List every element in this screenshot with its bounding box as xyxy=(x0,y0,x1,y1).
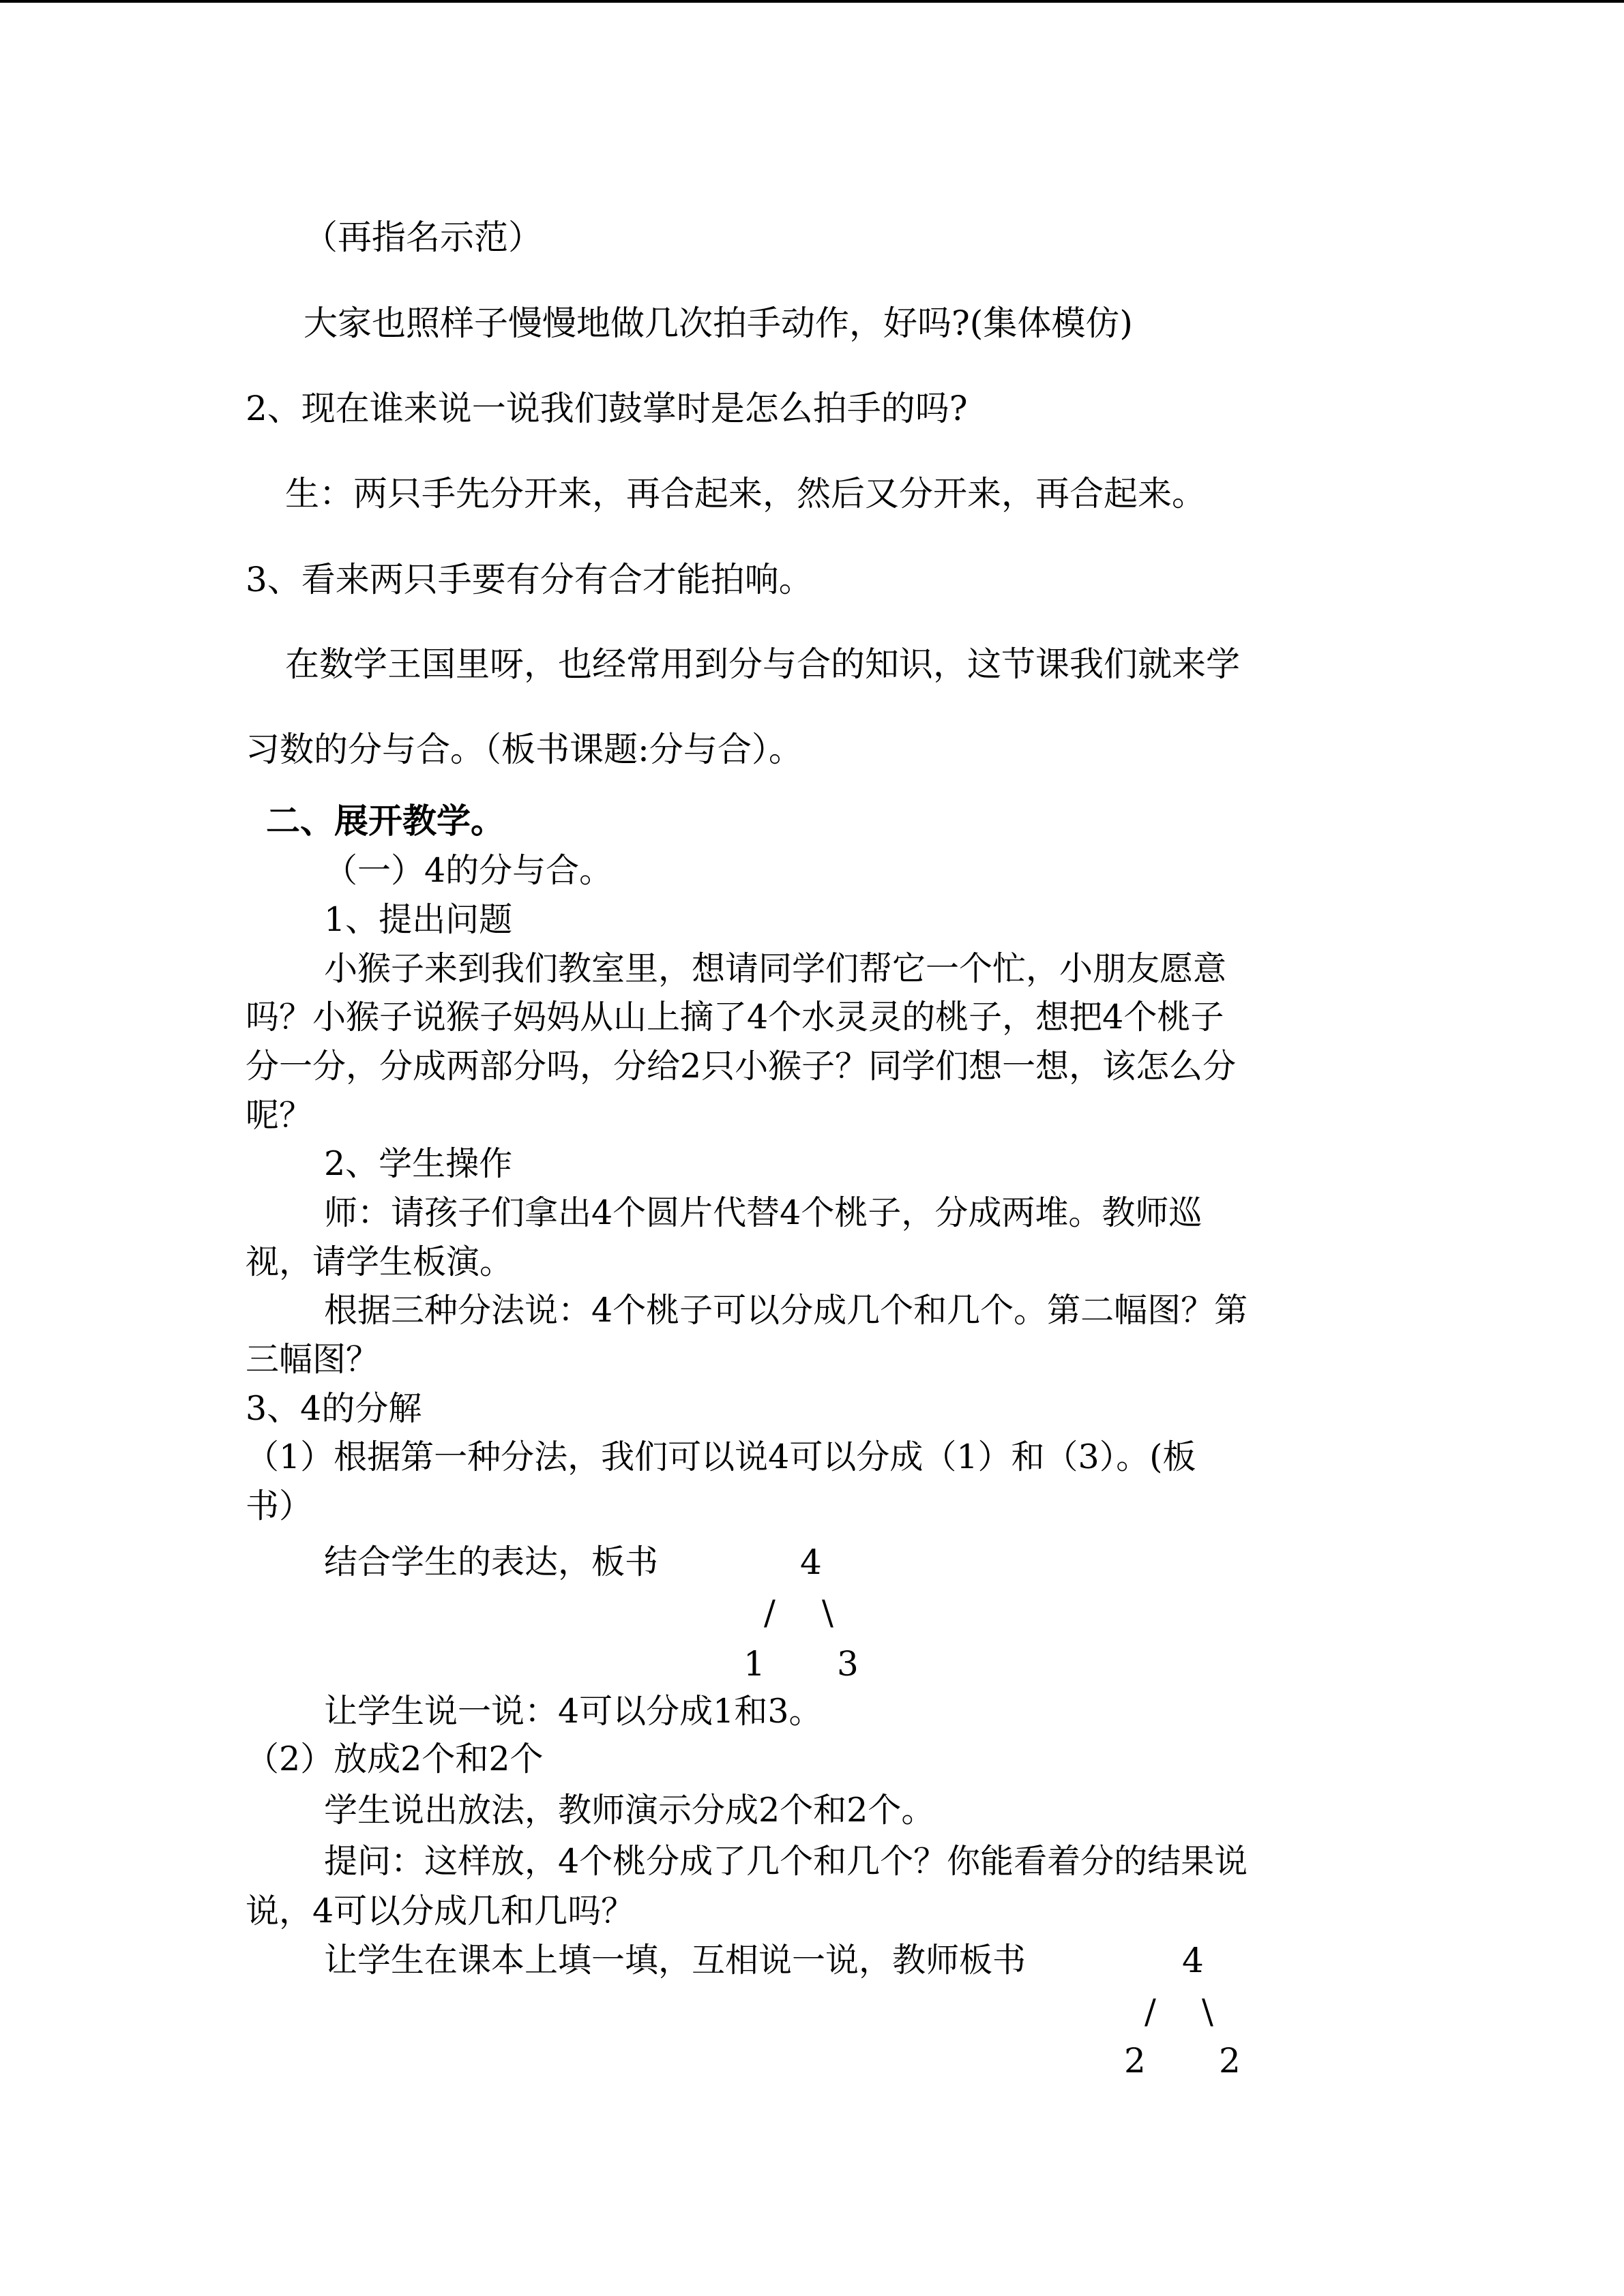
paragraph-line: 2、学生操作 xyxy=(324,1144,513,1183)
paragraph-line: 3、4的分解 xyxy=(246,1389,422,1428)
paragraph-line: （2）放成2个和2个 xyxy=(246,1740,544,1778)
paragraph-line: 吗？小猴子说猴子妈妈从山上摘了4个水灵灵的桃子，想把4个桃子 xyxy=(246,998,1224,1037)
diagram-total: 4 xyxy=(800,1542,822,1582)
diagram-right-part: 3 xyxy=(837,1644,859,1684)
diagram-right-slash: \ xyxy=(822,1593,833,1632)
paragraph-line: 大家也照样子慢慢地做几次拍手动作，好吗?(集体模仿) xyxy=(304,303,1133,343)
diagram-total: 4 xyxy=(1182,1941,1204,1980)
diagram-right-part: 2 xyxy=(1219,2041,1241,2081)
paragraph-line: 三幅图？ xyxy=(246,1340,380,1379)
section-heading: 二、展开教学。 xyxy=(266,801,505,841)
page-top-border xyxy=(0,0,1624,3)
paragraph-line: 分一分，分成两部分吗，分给2只小猴子？同学们想一想，该怎么分 xyxy=(246,1047,1237,1086)
paragraph-line: 3、看来两只手要有分有合才能拍响。 xyxy=(246,560,813,599)
paragraph-line: 提问：这样放，4个桃分成了几个和几个？你能看着分的结果说 xyxy=(324,1842,1248,1881)
paragraph-line: 视，请学生板演。 xyxy=(246,1242,514,1281)
paragraph-line: 说，4可以分成几和几吗？ xyxy=(246,1892,635,1930)
paragraph-line: （1）根据第一种分法，我们可以说4可以分成（1）和（3）。(板 xyxy=(246,1437,1196,1476)
paragraph-line: 习数的分与合。（板书课题:分与合）。 xyxy=(246,730,803,769)
paragraph-line: 书） xyxy=(246,1487,313,1525)
subsection-heading: （一）4的分与合。 xyxy=(324,851,613,890)
paragraph-line: 呢？ xyxy=(246,1096,313,1135)
diagram-left-slash: / xyxy=(764,1593,776,1632)
paragraph-line: 生：两只手先分开来，再合起来，然后又分开来，再合起来。 xyxy=(285,474,1206,513)
paragraph-line: 2、现在谁来说一说我们鼓掌时是怎么拍手的吗? xyxy=(246,389,968,428)
paragraph-line: 结合学生的表达，板书 xyxy=(324,1542,659,1581)
paragraph-line: 师：请孩子们拿出4个圆片代替4个桃子，分成两堆。教师巡 xyxy=(324,1193,1202,1232)
diagram-left-slash: / xyxy=(1145,1992,1156,2031)
diagram-left-part: 2 xyxy=(1124,2041,1146,2081)
paragraph-line: 学生说出放法，教师演示分成2个和2个。 xyxy=(324,1791,935,1830)
paragraph-line: 让学生说一说：4可以分成1和3。 xyxy=(324,1692,823,1731)
paragraph-line: 让学生在课本上填一填，互相说一说，教师板书 xyxy=(324,1941,1027,1980)
paragraph-line: 在数学王国里呀，也经常用到分与合的知识，这节课我们就来学 xyxy=(285,644,1240,684)
paragraph-line: 1、提出问题 xyxy=(324,900,513,939)
diagram-left-part: 1 xyxy=(743,1644,765,1684)
paragraph-line: 小猴子来到我们教室里，想请同学们帮它一个忙，小朋友愿意 xyxy=(324,949,1227,988)
diagram-right-slash: \ xyxy=(1202,1992,1213,2031)
paragraph-line: 根据三种分法说：4个桃子可以分成几个和几个。第二幅图？第 xyxy=(324,1291,1248,1330)
paragraph-line: （再指名示范） xyxy=(304,218,542,257)
